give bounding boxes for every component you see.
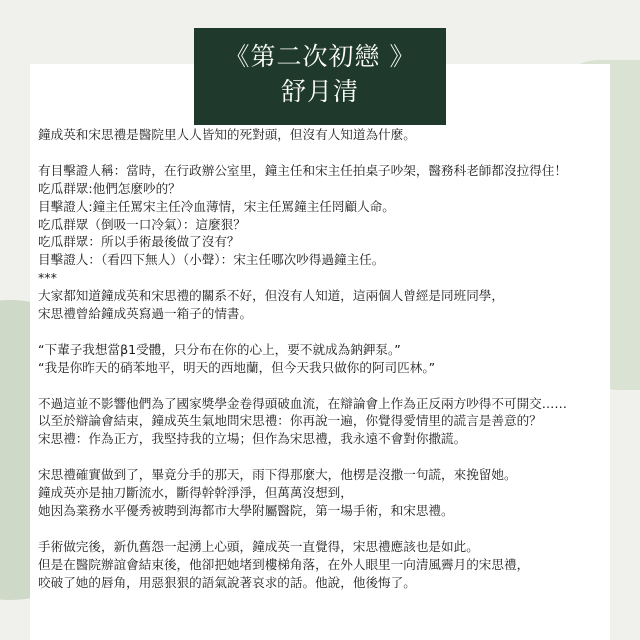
text-line: 大家都知道鐘成英和宋思禮的關系不好，但沒有人知道，這兩個人曾經是同班同學，: [38, 288, 504, 304]
text-line: 宋思禮曾給鐘成英寫過一箱子的情書。: [38, 306, 253, 322]
text-line: 鐘成英和宋思禮是醫院里人人皆知的死對頭，但沒有人知道為什麼。: [38, 127, 416, 142]
text-line: 鐘成英亦是抽刀斷流水，斷得幹幹淨淨，但萬萬沒想到，: [38, 485, 353, 501]
text-line: 咬破了她的唇角，用惡狠狠的語氣說著哀求的話。他說，他後悔了。: [38, 574, 416, 590]
text-line: 有目擊證人稱：當時，在行政辦公室里，鐘主任和宋主任拍桌子吵架，醫務科老師都沒拉得住！: [38, 162, 567, 178]
text-line: 目擊證人：（看四下無人）（小聲）：宋主任哪次吵得過鐘主任。: [38, 252, 385, 268]
paragraph-gap: [38, 520, 606, 538]
text-line: 吃瓜群眾:他們怎麼吵的？: [38, 180, 181, 196]
story-text: [38, 126, 606, 591]
text-line: 不過這並不影響他們為了國家獎學金卷得頭破血流，在辯論會上作為正反兩方吵得不可開交……: [38, 395, 567, 411]
text-line: 吃瓜群眾：所以手術最後做了沒有？: [38, 234, 240, 250]
text-line: 宋思禮確實做到了，畢竟分手的那天，雨下得那麼大，他楞是沒撒一句謊，來挽留她。: [38, 467, 517, 483]
text-line: “下輩子我想當β1受體，只分布在你的心上，要不就成為鈉鉀泵。”: [38, 341, 401, 357]
author-name: 舒月清: [280, 77, 359, 106]
page-title: 《第二次初戀 》: [224, 42, 416, 71]
paragraph-gap: [38, 323, 606, 341]
text-line: 吃瓜群眾（倒吸一口冷氣）：這麼狠？: [38, 216, 246, 232]
text-line: 她因為業務水平優秀被聘到海都市大學附屬醫院，第一場手術，和宋思禮。: [38, 502, 454, 518]
paragraph-gap: [38, 377, 606, 395]
text-line: “我是你昨天的硝苯地平，明天的西地蘭，但今天我只做你的阿司匹林。”: [38, 359, 436, 375]
text-line: 目擊證人:鐘主任罵宋主任冷血薄情，宋主任罵鐘主任罔顧人命。: [38, 198, 395, 214]
text-line: 宋思禮：作為正方，我堅持我的立場；但作為宋思禮，我永遠不會對你撒謊。: [38, 431, 467, 447]
paragraph-gap: [38, 144, 606, 162]
text-line: 但是在醫院辦誼會結束後，他卻把她堵到樓梯角落，在外人眼里一向清風霽月的宋思禮，: [38, 556, 530, 572]
title-banner: [194, 28, 446, 125]
text-line: 以至於辯論會結束，鐘成英生氣地問宋思禮：你再說一遍，你覺得愛情里的謊言是善意的？: [38, 413, 542, 429]
text-line: ***: [38, 270, 57, 286]
text-line: 手術做完後，新仇舊怨一起湧上心頭，鐘成英一直覺得，宋思禮應該也是如此。: [38, 538, 479, 554]
paragraph-gap: [38, 448, 606, 466]
